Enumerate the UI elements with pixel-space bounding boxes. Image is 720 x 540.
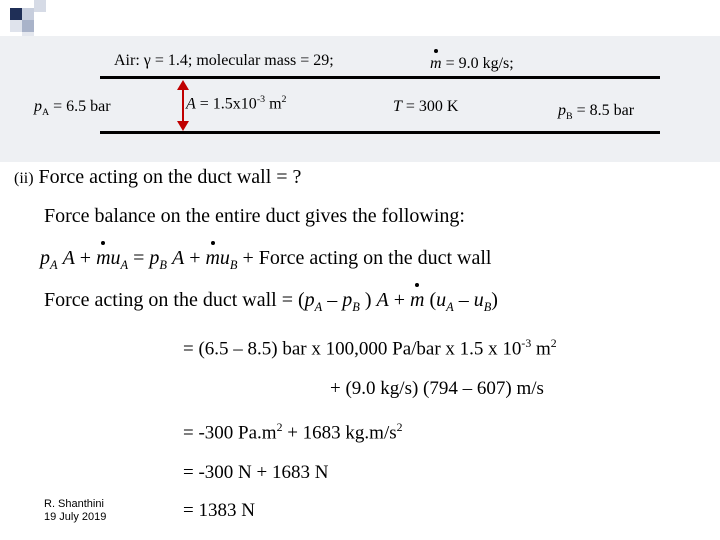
decor-square-light-4: [10, 20, 22, 32]
mdot-value: = 9.0 kg/s;: [445, 55, 514, 72]
author-footer: [44, 498, 106, 524]
author-date: 19 July 2019: [44, 511, 107, 523]
decor-square-dark-1: [10, 8, 22, 20]
calc-line-4: = -300 N + 1683 N: [183, 462, 329, 483]
temperature: T = 300 K: [393, 98, 459, 115]
air-properties: Air: γ = 1.4; molecular mass = 29;: [114, 52, 334, 69]
eq1-mdot-B: m: [205, 247, 219, 270]
eq2-mdot: m: [410, 289, 424, 312]
mass-flow-rate: [430, 55, 514, 73]
duct-bottom-wall: [100, 131, 660, 134]
author-name: R. Shanthini: [44, 498, 104, 510]
momentum-equation: $p_A$ A + m $u_A = p_B$ A + m $u_B$ + Force acting on the duct wall: [40, 247, 491, 273]
decor-square-light-2: [34, 0, 46, 12]
mdot-symbol: m: [430, 55, 442, 73]
decor-square-light-1: [22, 8, 34, 20]
wall-force-expression: Force acting on the duct wall = ($p_A - p_B$ ) A + m $(u_A - u_B)$: [44, 289, 498, 315]
question-text: Force acting on the duct wall = ?: [38, 166, 302, 188]
duct-top-wall: [100, 76, 660, 79]
question-label: (ii): [14, 170, 34, 187]
pressure-A: $p_A = 6.5$ bar: [34, 98, 111, 119]
calc-line-1: = (6.5 – 8.5) bar x 100,000 Pa/bar x 1.5 x $10^{-3}$ $m^2$: [183, 337, 557, 360]
area-arrow-line: [182, 88, 184, 124]
decor-square-light-3: [22, 20, 34, 32]
question-line: [14, 166, 301, 189]
eq1-mdot-A: m: [96, 247, 110, 270]
final-result: = 1383 N: [183, 500, 255, 521]
duct-area: $A = 1.5x10^{-3}$ $m^2$: [186, 94, 287, 113]
area-arrow-bottom: [177, 121, 189, 131]
pressure-B: $p_B = 8.5$ bar: [558, 102, 635, 123]
force-balance-intro: Force balance on the entire duct gives the following:: [44, 205, 465, 227]
calc-line-2: + (9.0 kg/s) (794 – 607) m/s: [330, 378, 544, 399]
calc-line-3: = -300 $Pa.m^2 + 1683$ $kg.m/s^2$: [183, 421, 403, 444]
